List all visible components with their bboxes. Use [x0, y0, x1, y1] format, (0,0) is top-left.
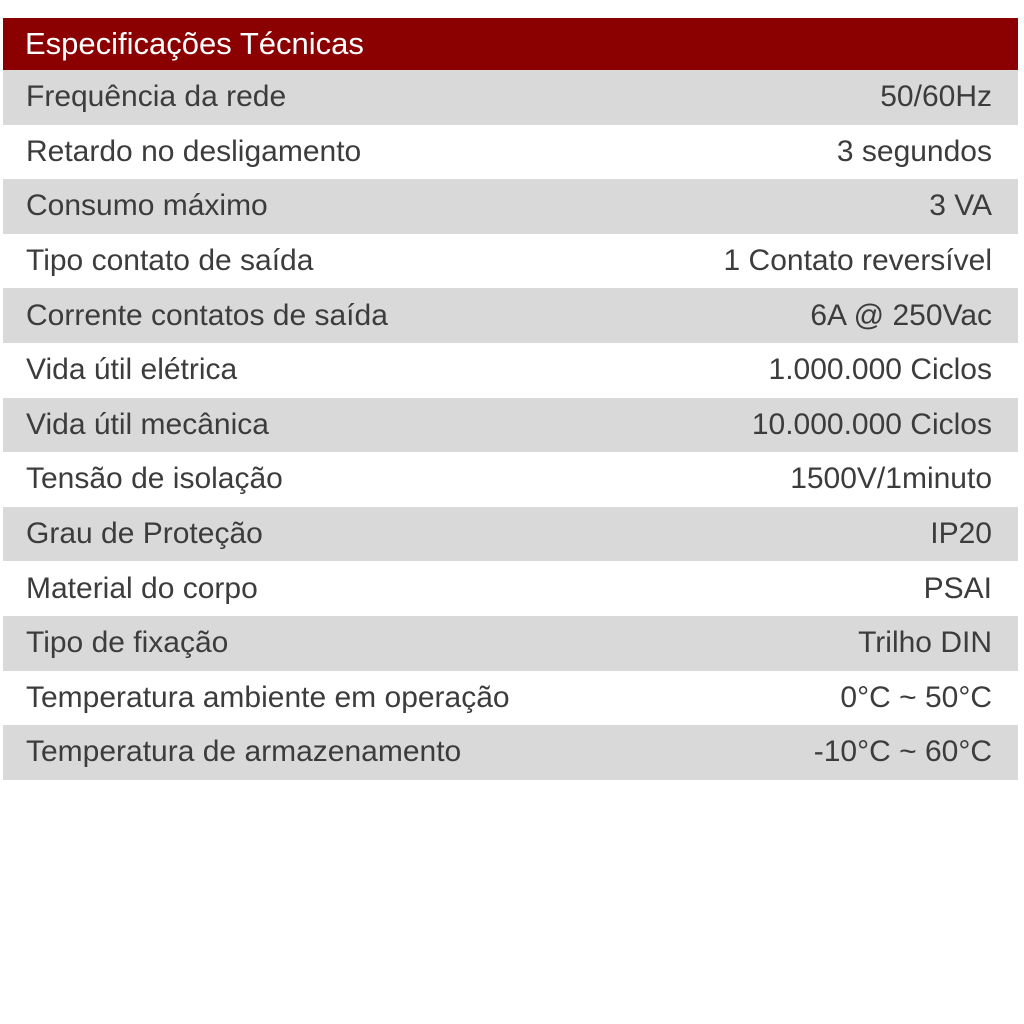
spec-row-fixacao: [3, 616, 1018, 671]
spec-row-temp-operacao: [3, 671, 1018, 726]
spec-row-temp-armazenamento: [3, 725, 1018, 780]
spec-label: Grau de Proteção: [26, 517, 263, 551]
spec-label: Retardo no desligamento: [26, 134, 362, 168]
spec-label: Corrente contatos de saída: [26, 298, 388, 332]
spec-label: Temperatura de armazenamento: [26, 735, 462, 769]
spec-value: PSAI: [923, 571, 992, 605]
spec-value: 1 Contato reversível: [723, 244, 992, 278]
spec-row-consumo: [3, 179, 1018, 234]
spec-table: [3, 18, 1018, 780]
spec-row-frequencia: [3, 70, 1018, 125]
spec-row-vida-mecanica: [3, 398, 1018, 453]
spec-row-corrente: [3, 288, 1018, 343]
spec-row-material: [3, 561, 1018, 616]
spec-value: IP20: [930, 517, 992, 551]
spec-value: 50/60Hz: [880, 80, 992, 114]
spec-label: Tipo de fixação: [26, 626, 229, 660]
spec-value: 0°C ~ 50°C: [840, 680, 992, 714]
spec-value: 10.000.000 Ciclos: [751, 407, 992, 441]
spec-value: 1.000.000 Ciclos: [768, 353, 992, 387]
spec-value: 6A @ 250Vac: [810, 298, 992, 332]
spec-value: 3 VA: [929, 189, 992, 223]
spec-label: Vida útil mecânica: [26, 407, 269, 441]
spec-label: Vida útil elétrica: [26, 353, 238, 387]
spec-label: Tensão de isolação: [26, 462, 283, 496]
spec-label: Tipo contato de saída: [26, 244, 314, 278]
spec-value: -10°C ~ 60°C: [813, 735, 992, 769]
spec-value: 1500V/1minuto: [790, 462, 992, 496]
spec-row-tipo-contato: [3, 234, 1018, 289]
spec-value: 3 segundos: [836, 134, 992, 168]
spec-row-retardo: [3, 125, 1018, 180]
spec-row-grau-protecao: [3, 507, 1018, 562]
spec-row-vida-eletrica: [3, 343, 1018, 398]
spec-label: Temperatura ambiente em operação: [26, 680, 510, 714]
spec-table-title: Especificações Técnicas: [3, 18, 1018, 70]
spec-label: Material do corpo: [26, 571, 258, 605]
spec-label: Frequência da rede: [26, 80, 287, 114]
spec-label: Consumo máximo: [26, 189, 268, 223]
spec-row-tensao-isolacao: [3, 452, 1018, 507]
spec-value: Trilho DIN: [858, 626, 992, 660]
